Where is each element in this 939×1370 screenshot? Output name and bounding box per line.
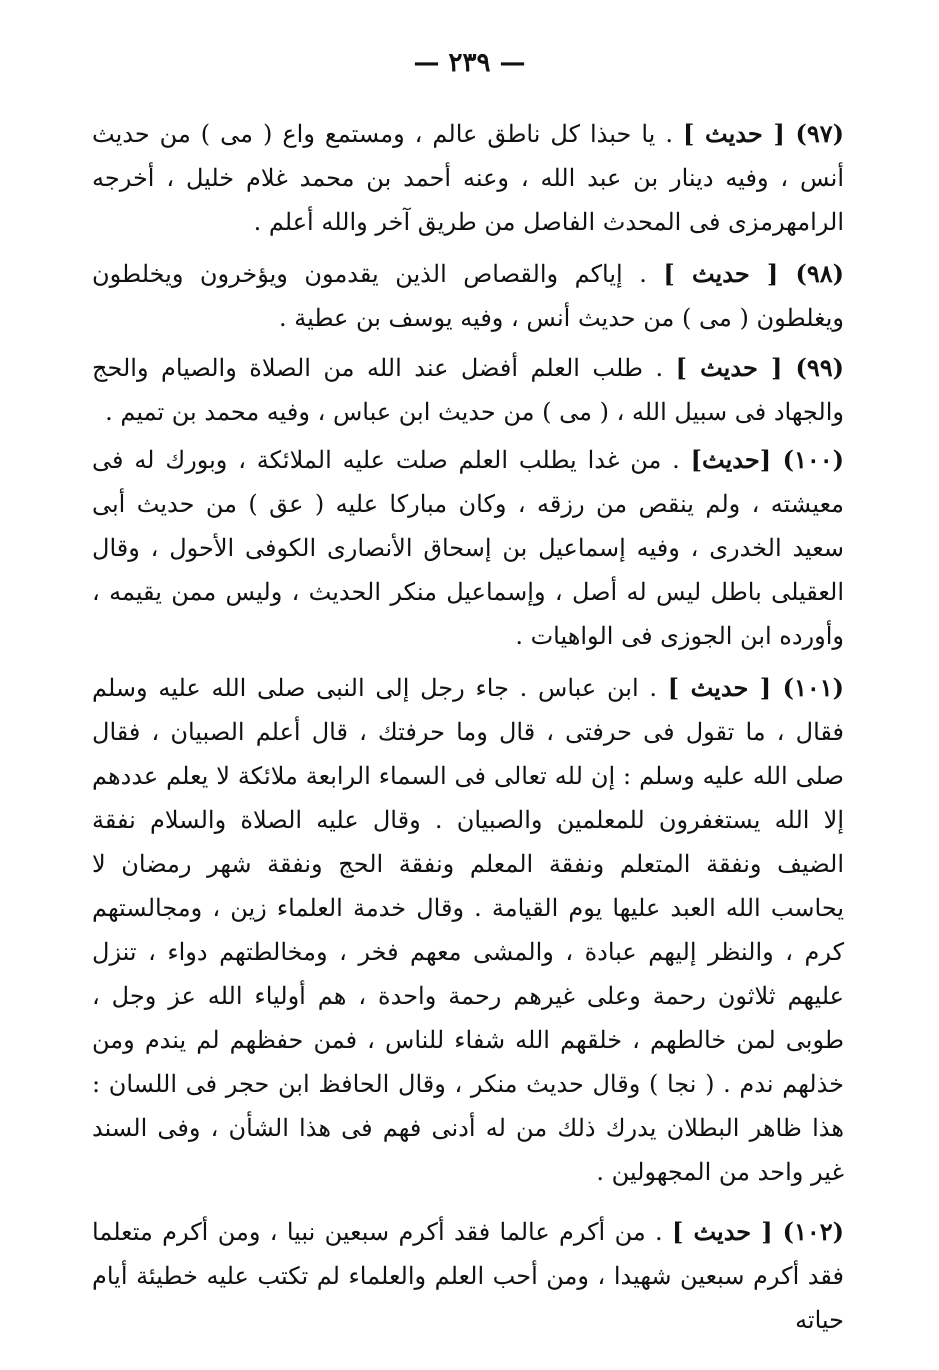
- page-body: [92, 112, 844, 1342]
- hadith-text: . يا حبذا كل ناطق عالم ، ومستمع واع ( مى ) من حديث أنس ، وفيه دينار بن عبد الله ، وعنه أحمد بن محمد غلام خليل ، أخرجه الرامهرمزى فى المحدث الفاصل من طريق آخر والله أعلم .: [92, 120, 844, 236]
- hadith-text: . من أكرم عالما فقد أكرم سبعين نبيا ، ومن أكرم متعلما فقد أكرم سبعين شهيدا ، ومن أحب العلم والعلماء لم تكتب عليه خطيئة أيام حياته: [92, 1218, 844, 1334]
- hadith-entry-97: [92, 112, 844, 244]
- hadith-text: . ابن عباس . جاء رجل إلى النبى صلى الله عليه وسلم فقال ، ما تقول فى حرفتى ، قال وما حرفتك ، قال أعلم الصبيان ، فقال صلى الله عليه وسلم : إن لله تعالى فى السماء الرابعة ملائكة لا يعلم عددهم إلا الله يستغفرون للمعلمين والصبيان . وقال عليه الصلاة والسلام نفقة الضيف ونفقة المتعلم ونفقة المعلم ونفقة الحج ونفقة شهر رمضان لا يحاسب الله العبد عليها يوم القيامة . وقال خدمة العلماء زين ، ومجالستهم كرم ، والنظر إليهم عبادة ، والمشى معهم فخر ، ومخالطتهم دواء ، تنزل عليهم ثلاثون رحمة وعلى غيرهم رحمة واحدة ، هم أولياء الله عز وجل ، طوبى لمن خالطهم ، خلقهم الله شفاء للناس ، فمن حفظهم لم يندم ومن خذلهم ندم . ( نجا ) وقال حديث منكر ، وقال الحافظ ابن حجر فى اللسان : هذا ظاهر البطلان يدرك ذلك من له أدنى فهم فى هذا الشأن ، وفى السند غير واحد من المجهولين .: [92, 674, 845, 1186]
- page-number: — ٢٣٩ —: [413, 48, 526, 78]
- hadith-marker: (٩٩) [ حديث ]: [675, 353, 845, 382]
- hadith-marker: (١٠١) [ حديث ]: [667, 673, 844, 702]
- hadith-entry-102: [92, 1210, 844, 1342]
- hadith-entry-101: [92, 666, 844, 1194]
- hadith-marker: (١٠٢) [ حديث ]: [672, 1217, 845, 1246]
- hadith-entry-98: [92, 252, 844, 340]
- hadith-entry-100: [92, 438, 844, 658]
- hadith-entry-99: [92, 346, 844, 434]
- hadith-marker: (٩٨) [ حديث ]: [663, 259, 844, 288]
- hadith-text: . إياكم والقصاص الذين يقدمون ويؤخرون ويخلطون ويغلطون ( مى ) من حديث أنس ، وفيه يوسف بن عطية .: [92, 260, 844, 332]
- hadith-marker: (٩٧) [ حديث ]: [682, 119, 845, 148]
- hadith-text: . طلب العلم أفضل عند الله من الصلاة والصيام والحج والجهاد فى سبيل الله ، ( مى ) من حديث ابن عباس ، وفيه محمد بن تميم .: [92, 354, 844, 426]
- hadith-marker: (١٠٠) [حديث]: [690, 445, 844, 474]
- hadith-text: . من غدا يطلب العلم صلت عليه الملائكة ، وبورك له فى معيشته ، ولم ينقص من رزقه ، وكان مباركا عليه ( عق ) من حديث أبى سعيد الخدرى ، وفيه إسماعيل بن إسحاق الأنصارى الكوفى الأحول ، وقال العقيلى باطل ليس له أصل ، وإسماعيل منكر الحديث ، وليس ممن يقيمه ، وأورده ابن الجوزى فى الواهيات .: [92, 446, 844, 650]
